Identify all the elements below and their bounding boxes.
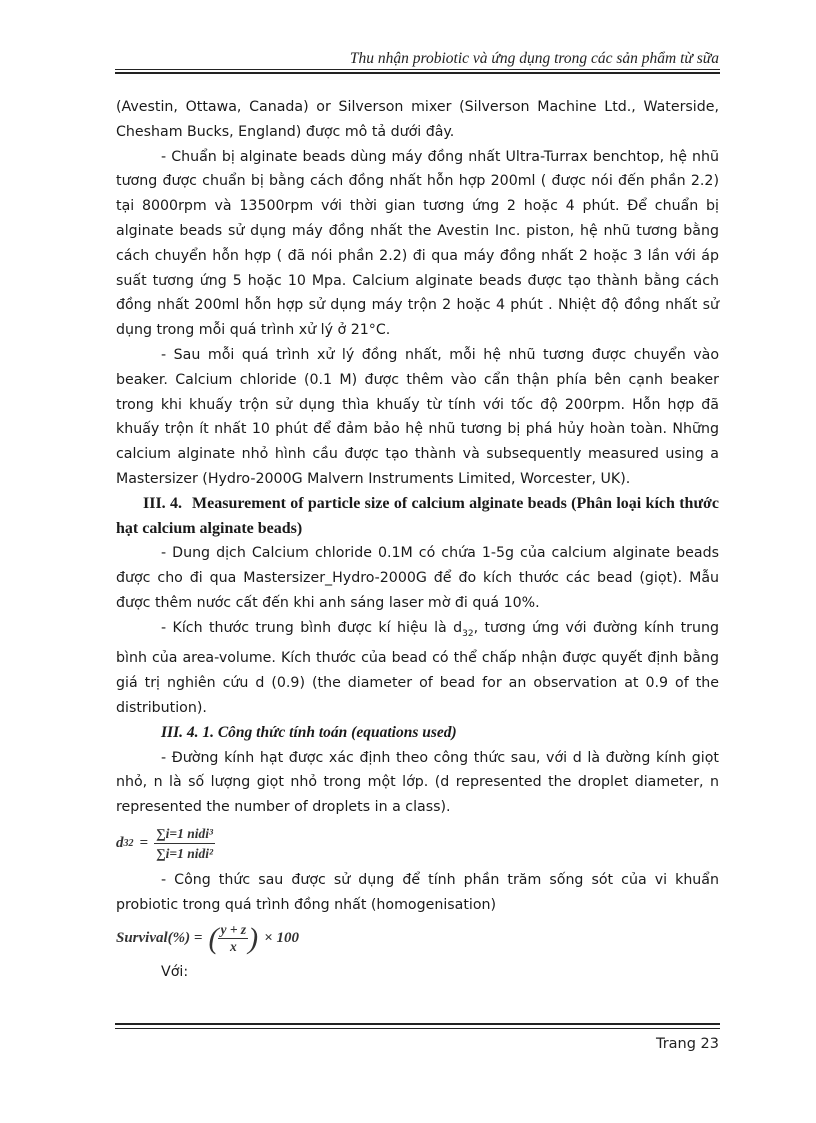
running-header: Thu nhận probiotic và ứng dụng trong các sản phẩm từ sữa (349, 50, 719, 67)
paragraph: - Sau mỗi quá trình xử lý đồng nhất, mỗi hệ nhũ tương được chuyển vào beaker. Calcium chloride (0.1 M) được thêm vào cẩn thận phía bên cạnh beaker trong khi khuấy trộn sử dụng thìa khuấy từ tính với tốc độ 200rpm. Hỗn hợp đã khuấy trộn ít nhất 10 phút để đảm bảo hệ nhũ tương bị phá hủy hoàn toàn. Những calcium alginate nhỏ hình cầu được tạo thành và subsequently measured using a Mastersizer (Hydro-2000G Malvern Instruments Limited, Worcester, UK). (116, 346, 719, 487)
paragraph: - Kích thước trung bình được kí hiệu là $d_{32}$, tương ứng với đường kính trung bình của area-volume. Kích thước của bead có thể chấp nhận được quyết định bằng giá trị nghiên cứu d (0.9) (the diameter of bead for an observation at 0.9 of the distribution). (116, 619, 719, 716)
section-heading (116, 492, 719, 542)
section-number: III. 4. (143, 494, 183, 512)
footer-rule-thick (115, 1023, 720, 1025)
paragraph: - Công thức sau được sử dụng để tính phần trăm sống sót của vi khuẩn probiotic trong quá trình đồng nhất (homogenisation) (116, 871, 719, 913)
subsection-heading: III. 4. 1. Công thức tính toán (equations used) (161, 723, 457, 741)
header-rule-thick (115, 72, 720, 74)
equation-fraction: $\frac{\text{∑i=1 nidi³}}{\text{∑i=1 nidi²}}$ (156, 826, 214, 862)
page-number: Trang 23 (655, 1036, 719, 1052)
header-rule-thin (115, 69, 720, 70)
page-body (116, 95, 719, 984)
paragraph: - Đường kính hạt được xác định theo công thức sau, với d là đường kính giọt nhỏ, n là số lượng giọt nhỏ trong một lớp. (d represented the droplet diameter, n represented the number of droplets in a class). (116, 749, 719, 816)
equation-fraction: $\frac{y + z}{x}$ (220, 922, 247, 955)
equation-d32: d 32 = $\frac{\text{∑i=1 nidi³}}{\text{∑i=1 nidi²}}$ (116, 826, 214, 862)
paragraph: - Chuẩn bị alginate beads dùng máy đồng nhất Ultra-Turrax benchtop, hệ nhũ tương được chuẩn bị bằng cách đồng nhất hỗn hợp 200ml ( được nói đến phần 2.2) tại 8000rpm và 13500rpm với thời gian tương ứng 2 hoặc 4 phút. Để chuẩn bị alginate beads sử dụng máy đồng nhất the Avestin Inc. piston, hệ nhũ tương bằng cách chuyển hỗn hợp ( đã nói phần 2.2) đi qua máy đồng nhất 2 hoặc 3 lần với áp suất tương ứng 5 hoặc 10 Mpa. Calcium alginate beads được tạo thành bằng cách đồng nhất 200ml hỗn hợp sử dụng máy trộn 2 hoặc 4 phút . Nhiệt độ đồng nhất sử dụng trong mỗi quá trình xử lý ở 21°C. (116, 148, 719, 339)
equation-survival: Survival(%) = ( $\frac{y + z}{x}$ ) × 100 (116, 921, 299, 955)
section-title: Measurement of particle size of calcium alginate beads (Phân loại kích thước hạt calcium alginate beads) (116, 494, 720, 537)
paragraph: Với: (161, 963, 189, 980)
footer-rule-thin (115, 1028, 720, 1029)
paragraph: (Avestin, Ottawa, Canada) or Silverson mixer (Silverson Machine Ltd., Waterside, Chesham Bucks, England) được mô tả dưới đây. (116, 99, 719, 140)
paragraph: - Dung dịch Calcium chloride 0.1M có chứa 1-5g của calcium alginate beads được cho đi qua Mastersizer_Hydro-2000G để đo kích thước các bead (giọt). Mẫu được thêm nước cất đến khi anh sáng laser mờ đi quá 10%. (116, 545, 719, 611)
